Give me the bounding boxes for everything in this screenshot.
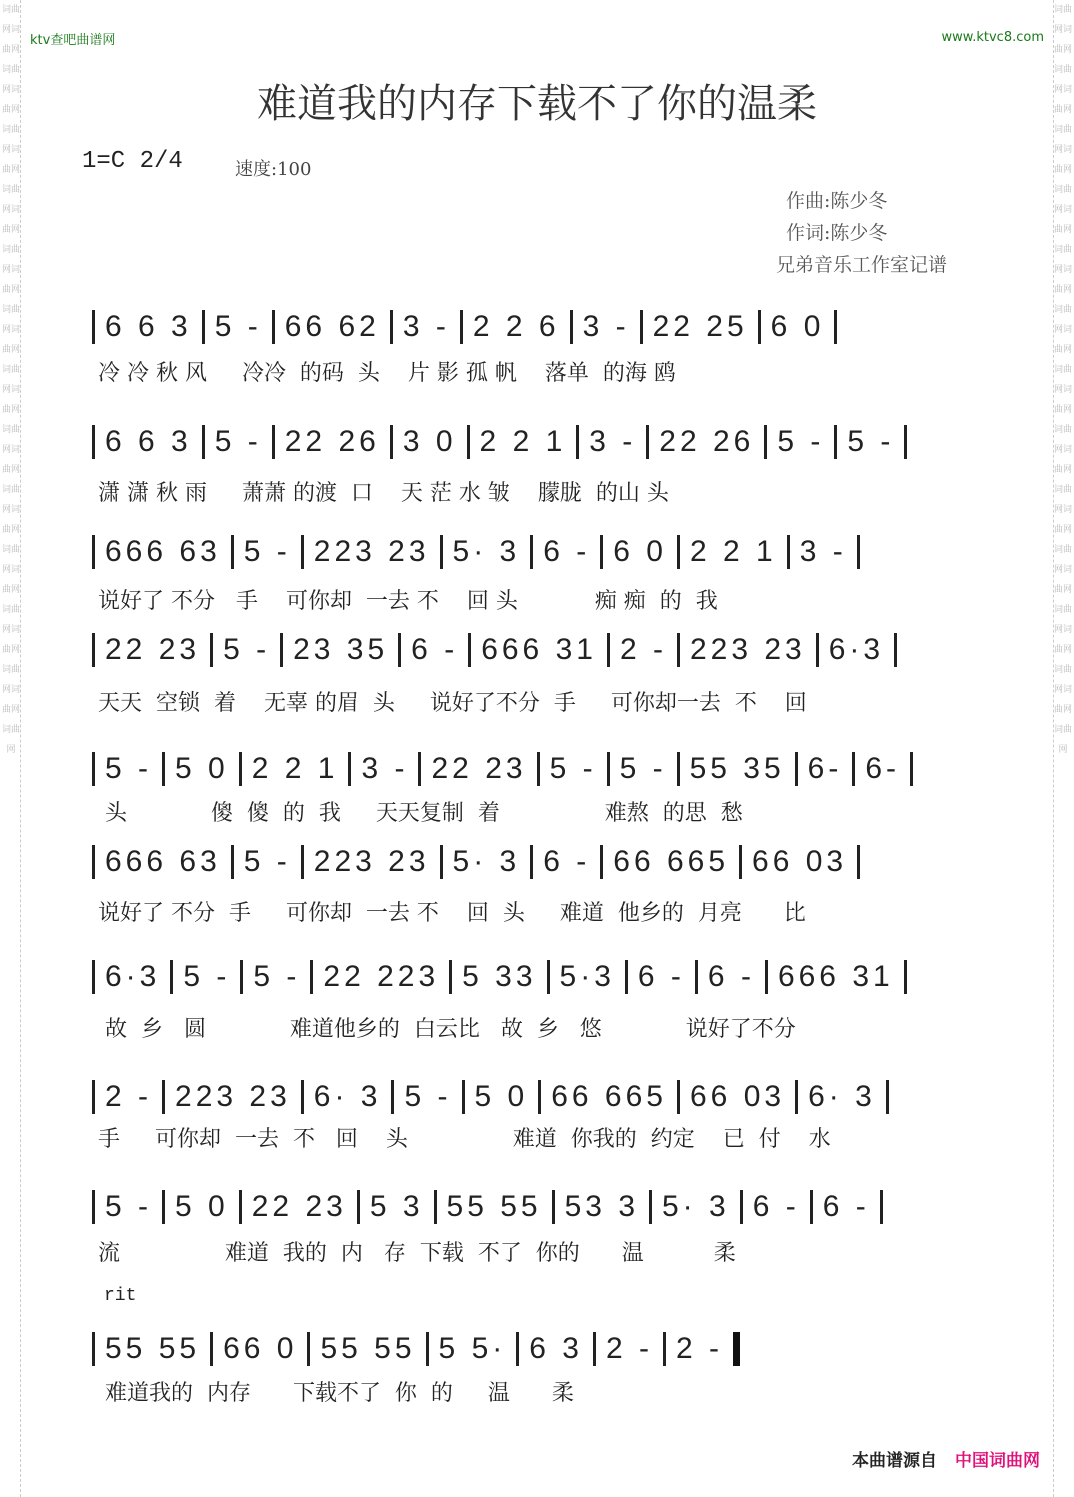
measure: 66 03 bbox=[677, 1080, 795, 1114]
measure: 2 2 1 bbox=[239, 752, 349, 786]
measure: 2 2 1 bbox=[467, 425, 577, 459]
notation-line bbox=[92, 1080, 889, 1114]
site-name[interactable]: ktv查吧曲谱网 bbox=[30, 33, 116, 48]
measure: 5 - bbox=[537, 752, 607, 786]
measure: 5 5· bbox=[426, 1332, 517, 1366]
lyrics-line: 流 难道 我的 内 存 下载 不了 你的 温 柔 bbox=[98, 1241, 736, 1266]
measure: 6 - bbox=[695, 960, 765, 994]
measure: 5 0 bbox=[462, 1080, 539, 1114]
measure: 666 31 bbox=[468, 633, 607, 667]
measure: 22 223 bbox=[310, 960, 449, 994]
measure: 5 - bbox=[92, 1190, 162, 1224]
measure: 5 - bbox=[92, 752, 162, 786]
notation-credit: 兄弟音乐工作室记谱 bbox=[776, 254, 948, 276]
measure: 66 62 bbox=[272, 310, 390, 344]
measure: 6·3 bbox=[816, 633, 897, 667]
measure: 55 55 bbox=[307, 1332, 425, 1366]
measure: 6· 3 bbox=[301, 1080, 392, 1114]
rit-marking: rit bbox=[104, 1286, 137, 1306]
lyricist: 作词:陈少冬 bbox=[786, 222, 888, 244]
measure: 5·3 bbox=[547, 960, 625, 994]
lyrics-line: 冷 冷 秋 风 冷冷 的码 头 片 影 孤 帆 落单 的海 鸥 bbox=[98, 361, 676, 386]
notation-line bbox=[92, 425, 907, 459]
measure: 6 6 3 bbox=[92, 425, 202, 459]
measure: 3 - bbox=[787, 535, 860, 569]
lyrics-line: 头 傻 傻 的 我 天天复制 着 难熬 的思 愁 bbox=[98, 801, 743, 826]
measure: 6 - bbox=[625, 960, 695, 994]
measure: 6· 3 bbox=[795, 1080, 889, 1114]
lyrics-line: 难道我的 内存 下载不了 你 的 温 柔 bbox=[98, 1381, 574, 1406]
measure: 6·3 bbox=[92, 960, 170, 994]
measure: 2 - bbox=[663, 1332, 740, 1366]
measure: 2 - bbox=[92, 1080, 162, 1114]
measure: 23 35 bbox=[280, 633, 398, 667]
measure: 5 - bbox=[170, 960, 240, 994]
measure: 6- bbox=[852, 752, 913, 786]
measure: 55 55 bbox=[92, 1332, 210, 1366]
song-title: 难道我的内存下载不了你的温柔 bbox=[257, 81, 817, 127]
measure: 5 0 bbox=[162, 752, 239, 786]
lyrics-line: 手 可你却 一去 不 回 头 难道 你我的 约定 已 付 水 bbox=[98, 1127, 831, 1152]
lyrics-line: 天天 空锁 着 无辜 的眉 头 说好了不分 手 可你却一去 不 回 bbox=[98, 691, 807, 716]
notation-line bbox=[92, 845, 860, 879]
measure: 223 23 bbox=[301, 845, 440, 879]
measure: 6 0 bbox=[758, 310, 838, 344]
notation-line bbox=[92, 1190, 883, 1224]
measure: 22 23 bbox=[92, 633, 210, 667]
measure: 6 - bbox=[398, 633, 468, 667]
measure: 6 - bbox=[530, 535, 600, 569]
measure: 6- bbox=[795, 752, 853, 786]
measure: 3 - bbox=[348, 752, 418, 786]
measure: 666 63 bbox=[92, 535, 231, 569]
source-footer bbox=[852, 1446, 1040, 1471]
measure: 66 03 bbox=[739, 845, 860, 879]
measure: 5 - bbox=[202, 310, 272, 344]
key-signature: 1=C 2/4 bbox=[82, 148, 183, 175]
lyrics-line: 潇 潇 秋 雨 萧萧 的渡 口 天 茫 水 皱 朦胧 的山 头 bbox=[98, 481, 669, 506]
source-site[interactable]: 中国词曲网 bbox=[955, 1451, 1040, 1471]
source-label: 本曲谱源自 bbox=[852, 1451, 937, 1471]
measure: 5 3 bbox=[357, 1190, 434, 1224]
measure: 55 55 bbox=[434, 1190, 552, 1224]
notation-line bbox=[92, 1332, 740, 1366]
lyrics-line: 故 乡 圆 难道他乡的 白云比 故 乡 悠 说好了不分 bbox=[98, 1017, 796, 1042]
measure: 6 6 3 bbox=[92, 310, 202, 344]
measure: 5 0 bbox=[162, 1190, 239, 1224]
measure: 3 - bbox=[576, 425, 646, 459]
measure: 55 35 bbox=[677, 752, 795, 786]
site-url[interactable]: www.ktvc8.com bbox=[941, 30, 1044, 45]
measure: 2 - bbox=[593, 1332, 663, 1366]
measure: 5 - bbox=[240, 960, 310, 994]
measure: 5· 3 bbox=[440, 535, 531, 569]
measure: 5 - bbox=[231, 845, 301, 879]
measure: 5· 3 bbox=[649, 1190, 740, 1224]
measure: 6 - bbox=[530, 845, 600, 879]
watermark-left: 词曲网词曲网词曲网词曲网词曲网词曲网词曲网词曲网词曲网词曲网词曲网词曲网词曲网词曲网词曲网词曲网词曲网词曲网词曲网词曲网词曲网词曲网词曲网词曲网词曲网 bbox=[2, 0, 21, 1497]
measure: 666 31 bbox=[765, 960, 907, 994]
measure: 3 - bbox=[390, 310, 460, 344]
measure: 5 - bbox=[202, 425, 272, 459]
measure: 22 26 bbox=[272, 425, 390, 459]
measure: 22 23 bbox=[239, 1190, 357, 1224]
notation-line bbox=[92, 960, 907, 994]
measure: 66 665 bbox=[538, 1080, 677, 1114]
measure: 5 - bbox=[834, 425, 907, 459]
measure: 22 23 bbox=[418, 752, 536, 786]
measure: 66 665 bbox=[600, 845, 739, 879]
measure: 223 23 bbox=[162, 1080, 301, 1114]
measure: 6 - bbox=[810, 1190, 883, 1224]
tempo: 速度:100 bbox=[235, 159, 312, 180]
measure: 6 - bbox=[740, 1190, 810, 1224]
measure: 2 2 1 bbox=[677, 535, 787, 569]
notation-line bbox=[92, 310, 837, 344]
watermark-right: 词曲网词曲网词曲网词曲网词曲网词曲网词曲网词曲网词曲网词曲网词曲网词曲网词曲网词曲网词曲网词曲网词曲网词曲网词曲网词曲网词曲网词曲网词曲网词曲网词曲网 bbox=[1053, 0, 1072, 1497]
measure: 5 - bbox=[210, 633, 280, 667]
measure: 223 23 bbox=[301, 535, 440, 569]
measure: 2 2 6 bbox=[460, 310, 570, 344]
measure: 5 - bbox=[607, 752, 677, 786]
measure: 22 26 bbox=[646, 425, 764, 459]
lyrics-line: 说好了 不分 手 可你却 一去 不 回 头 痴 痴 的 我 bbox=[98, 589, 718, 614]
measure: 5 - bbox=[231, 535, 301, 569]
notation-line bbox=[92, 752, 913, 786]
measure: 5 33 bbox=[449, 960, 546, 994]
measure: 223 23 bbox=[677, 633, 816, 667]
composer: 作曲:陈少冬 bbox=[786, 190, 888, 212]
measure: 66 0 bbox=[210, 1332, 307, 1366]
measure: 5 - bbox=[391, 1080, 461, 1114]
measure: 3 0 bbox=[390, 425, 467, 459]
lyrics-line: 说好了 不分 手 可你却 一去 不 回 头 难道 他乡的 月亮 比 bbox=[98, 901, 806, 926]
measure: 3 - bbox=[570, 310, 640, 344]
notation-line bbox=[92, 633, 897, 667]
measure: 666 63 bbox=[92, 845, 231, 879]
measure: 6 0 bbox=[600, 535, 677, 569]
measure: 2 - bbox=[607, 633, 677, 667]
notation-line bbox=[92, 535, 860, 569]
measure: 53 3 bbox=[552, 1190, 649, 1224]
measure: 5· 3 bbox=[440, 845, 531, 879]
measure: 5 - bbox=[764, 425, 834, 459]
measure: 6 3 bbox=[516, 1332, 593, 1366]
measure: 22 25 bbox=[640, 310, 758, 344]
